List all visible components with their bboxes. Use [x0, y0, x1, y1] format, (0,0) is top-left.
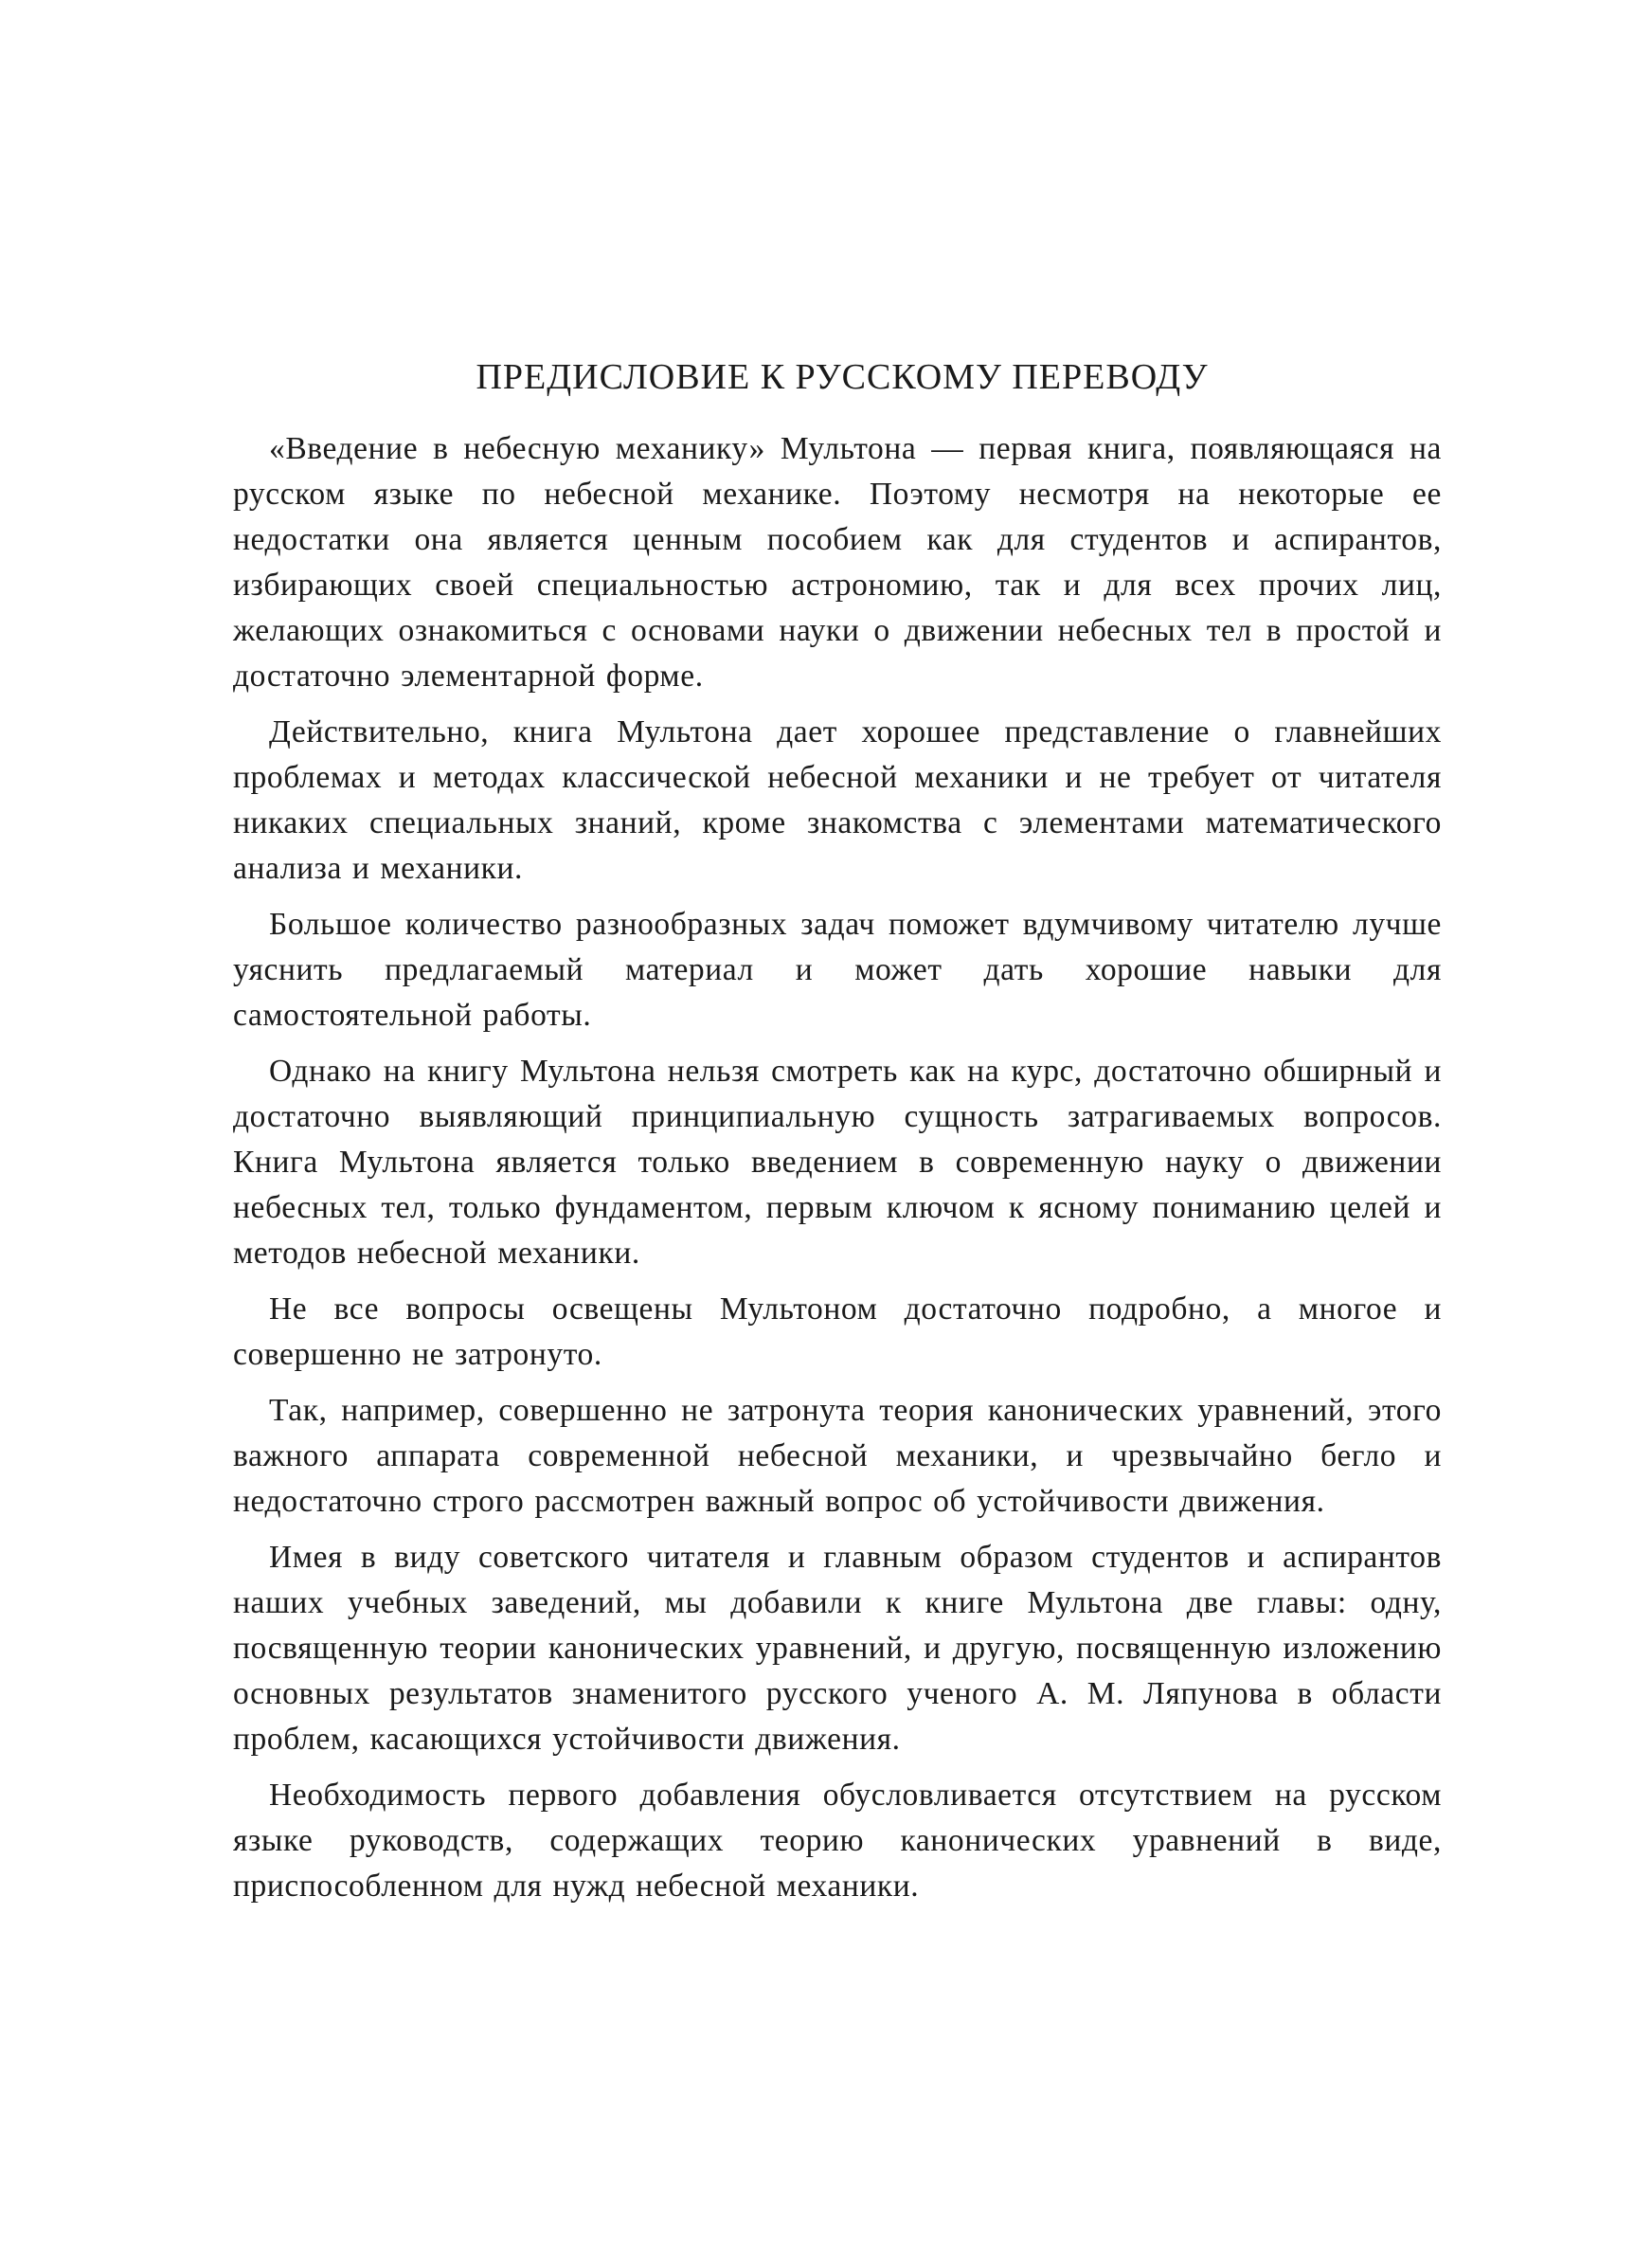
paragraph-6: Так, например, совершенно не затронута теория канонических уравнений, этого важного аппарата современной небесной механики, и чрезвычайно бегло и недостаточно строго рассмотрен важный вопрос об устойчивости движения. [233, 1393, 1442, 1519]
preface-title: ПРЕДИСЛОВИЕ К РУССКОМУ ПЕРЕВОДУ [476, 357, 1209, 397]
paragraph-8: Необходимость первого добавления обусловливается отсутствием на русском языке руководств, содержащих теорию канонических уравнений в виде, приспособленном для нужд небесной механики. [233, 1778, 1442, 1904]
paragraph-7: Имея в виду советского читателя и главным образом студентов и аспирантов наших учебных заведений, мы добавили к книге Мультона две главы: одну, посвященную теории канонических уравнений, и другую, посвященную изложению основных результатов знаменитого русского ученого А. М. Ляпунова в области проблем, касающихся устойчивости движения. [233, 1540, 1442, 1757]
preface-content [233, 352, 1442, 1920]
paragraph-4: Однако на книгу Мультона нельзя смотреть как на курс, достаточно обширный и достаточно выявляющий принципиальную сущность затрагиваемых вопросов. Книга Мультона является только введением в современную науку о движении небесных тел, только фундаментом, первым ключом к ясному пониманию целей и методов небесной механики. [233, 1054, 1442, 1271]
paragraph-2: Действительно, книга Мультона дает хорошее представление о главнейших проблемах и методах классической небесной механики и не требует от читателя никаких специальных знаний, кроме знакомства с элементами математического анализа и механики. [233, 714, 1442, 886]
paragraph-3: Большое количество разнообразных задач поможет вдумчивому читателю лучше уяснить предлагаемый материал и может дать хорошие навыки для самостоятельной работы. [233, 907, 1442, 1033]
paragraph-5: Не все вопросы освещены Мультоном достаточно подробно, а многое и совершенно не затронуто. [233, 1291, 1442, 1372]
paragraph-1: «Введение в небесную механику» Мультона — первая книга, появляющаяся на русском языке по небесной механике. Поэтому несмотря на некоторые ее недостатки она является ценным пособием как для студентов и аспирантов, избирающих своей специальностью астрономию, так и для всех прочих лиц, желающих ознакомиться с основами науки о движении небесных тел в простой и достаточно элементарной форме. [233, 431, 1442, 694]
